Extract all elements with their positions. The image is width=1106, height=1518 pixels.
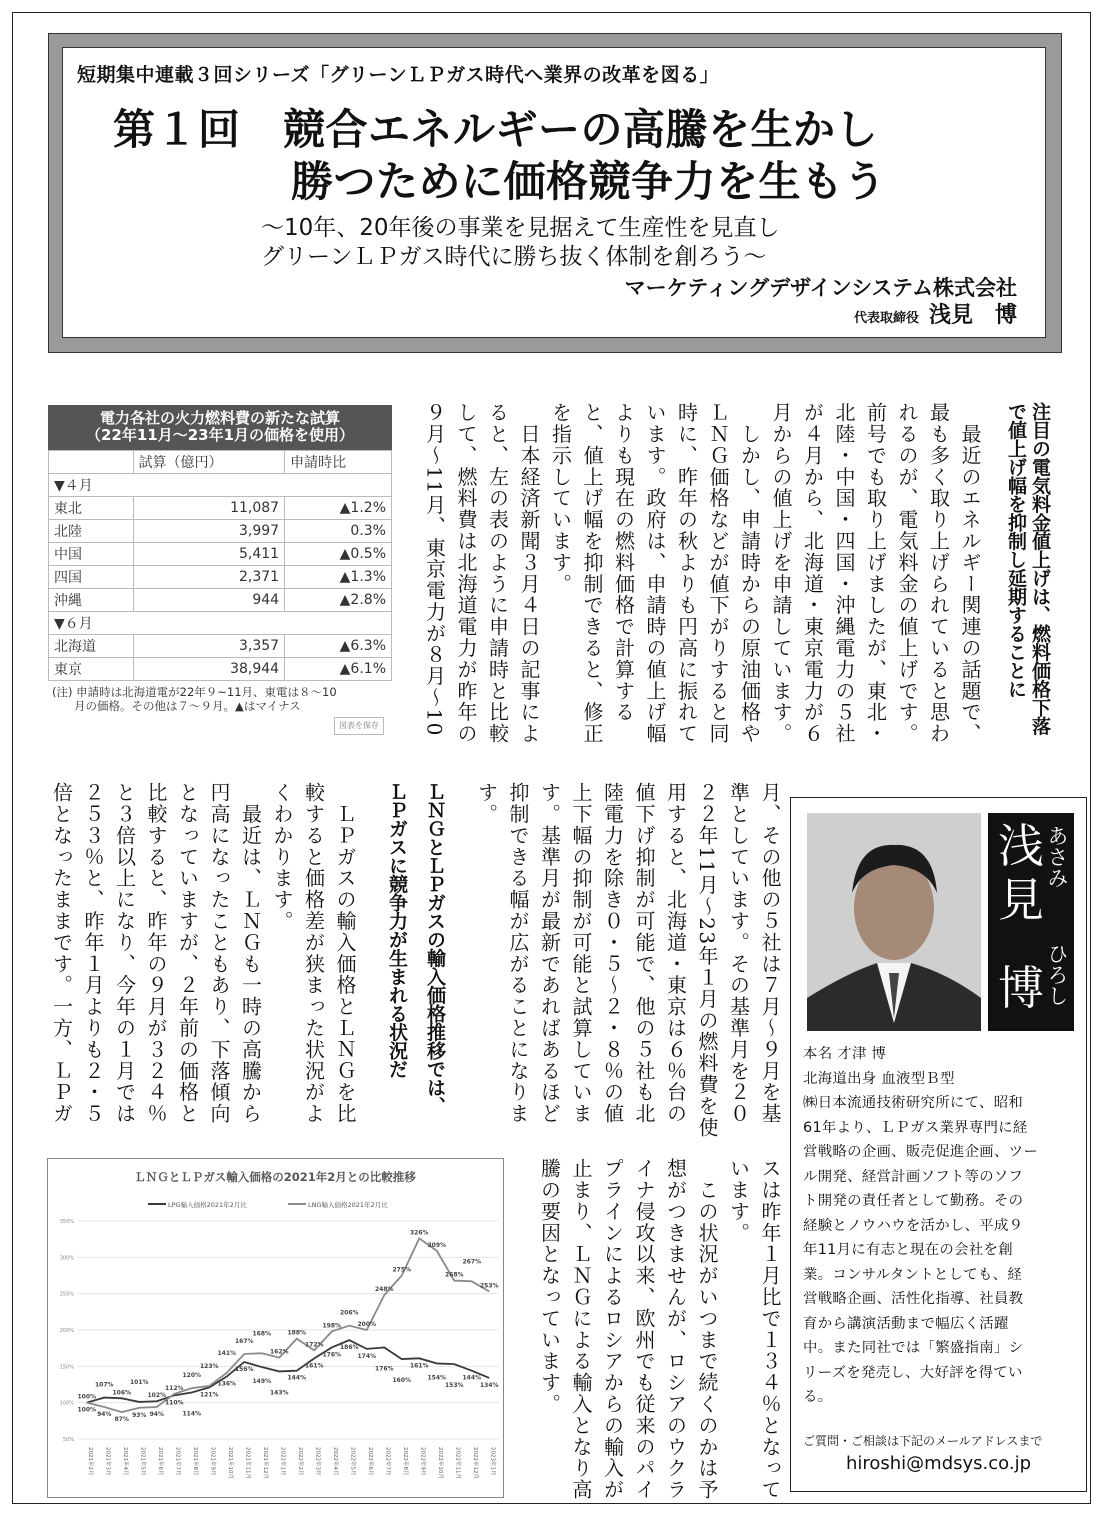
text-column: 北陸・中国・四国・沖縄電力の５社 — [832, 402, 856, 745]
text-column: で値上げ幅を抑制し延期することに — [1005, 402, 1027, 698]
y-tick-label: 300% — [59, 1255, 74, 1262]
bio-line: 経験とノウハウを活かし、平成９ — [803, 1217, 1024, 1234]
text-column: 時に、昨年の秋よりも円高に振れて — [674, 402, 699, 745]
group-row — [49, 474, 392, 497]
email-link[interactable]: hiroshi@mdsys.co.jp — [845, 1453, 1032, 1474]
data-label: 172% — [304, 1341, 324, 1349]
x-tick-label: 2022年3月 — [314, 1447, 321, 1476]
section1-headline — [1002, 402, 1052, 752]
bio-line: 北海道出身 血液型Ｂ型 — [803, 1070, 955, 1087]
text-column: 止まり、ＬＮＧによる輸入となり高 — [569, 1158, 593, 1501]
column-header — [49, 451, 134, 474]
text-column: す。 — [474, 782, 499, 825]
data-label: 326% — [409, 1229, 429, 1237]
table-cell: ▲2.8% — [285, 589, 392, 612]
bio-line: 育から講演活動まで幅広く活躍 — [803, 1315, 1009, 1332]
bio-line: 営戦略企画、活性化指導、社員教 — [803, 1291, 1024, 1307]
x-tick-label: 2021年4月 — [121, 1447, 128, 1476]
x-tick-label: 2022年12月 — [471, 1447, 478, 1479]
text-column: ２５３％と、昨年１月よりも２・５ — [81, 782, 105, 1125]
table-subtitle: （22年11月～23年1月の価格を使用） — [85, 426, 355, 444]
data-label: 200% — [357, 1321, 377, 1328]
bio-line: 本名 才津 博 — [803, 1046, 887, 1062]
y-tick-label: 150% — [59, 1364, 74, 1371]
x-tick-label: 2022年9月 — [419, 1447, 426, 1476]
data-label: 253% — [479, 1282, 499, 1290]
section2-body-continued — [533, 1158, 785, 1503]
x-tick-label: 2021年9月 — [209, 1447, 216, 1476]
group-label: ▼４月 — [49, 474, 392, 497]
table-cell: ▲1.3% — [285, 566, 392, 589]
bio-line: ト開発の責任者として勤務。その — [803, 1193, 1024, 1209]
subtitle-line-1: ～10年、20年後の事業を見据えて生産性を見直し — [261, 215, 780, 241]
text-column: 陸電力を除き０・５～２・８％の値 — [600, 782, 625, 1125]
fuel-cost-table — [48, 405, 392, 735]
bio-line: 年11月に有志と現在の会社を創 — [803, 1242, 1013, 1258]
x-tick-label: 2021年11月 — [244, 1447, 251, 1479]
chart-svg — [48, 1159, 502, 1496]
data-label: 101% — [129, 1378, 149, 1386]
table-body — [48, 450, 392, 681]
text-column: ９月～11月、東京電力が８月～10 — [422, 402, 447, 737]
x-tick-label: 2022年8月 — [401, 1447, 408, 1476]
header — [62, 47, 1046, 338]
portrait-image — [807, 813, 981, 1031]
author-name-box — [988, 813, 1074, 1031]
article-title — [113, 104, 886, 208]
table-cell: 東京 — [49, 658, 134, 681]
x-tick-label: 2021年12月 — [261, 1447, 268, 1479]
x-tick-label: 2021年10月 — [226, 1447, 233, 1479]
table-cell: 11,087 — [133, 497, 285, 520]
table-cell: 北海道 — [49, 635, 134, 658]
chart-title: ＬＮＧとＬＰガス輸入価格の2021年2月との比較推移 — [134, 1170, 416, 1184]
bio-line: 業。コンサルタントとしても、経 — [803, 1266, 1023, 1283]
x-tick-label: 2021年2月 — [86, 1447, 93, 1476]
x-tick-label: 2022年10月 — [436, 1447, 443, 1479]
table-row — [49, 658, 392, 681]
group-label: ▼６月 — [49, 612, 392, 635]
section2-body — [43, 782, 360, 1127]
data-label: 168% — [252, 1330, 272, 1338]
text-column: 較すると価格差が狭まった状況がよ — [301, 782, 326, 1125]
text-column: ２２年11月～23年１月の燃料費を使 — [695, 782, 719, 1139]
note-line-1: (注) 申請時は北海道電が22年９~11月、東電は８～10 — [52, 685, 337, 699]
x-tick-label: 2021年6月 — [156, 1447, 163, 1476]
data-label: 120% — [182, 1372, 202, 1380]
data-label: 167% — [234, 1337, 254, 1345]
data-label: 123% — [199, 1362, 219, 1370]
series-label: 短期集中連載３回シリーズ「グリーンＬＰガス時代へ業界の改革を図る」 — [77, 64, 720, 86]
text-column: 最も多く取り上げられていると思わ — [926, 402, 951, 745]
x-tick-label: 2021年7月 — [174, 1447, 181, 1476]
text-column: 日本経済新聞３月４日の記事によ — [517, 402, 541, 745]
bio-line: リーズを発売し、大好評を得てい — [803, 1364, 1023, 1381]
section1-body — [405, 402, 985, 747]
data-label: 110% — [164, 1399, 184, 1407]
data-label: 114% — [182, 1410, 202, 1418]
text-column: と３倍以上になり、今年の１月では — [112, 782, 137, 1125]
table-cell: 3,357 — [133, 635, 285, 658]
data-label: 121% — [199, 1391, 219, 1399]
data-label: 268% — [444, 1271, 464, 1279]
text-column: 準としています。その基準月を２０ — [726, 782, 751, 1125]
table-cell: ▲0.5% — [285, 543, 392, 566]
name-char: 見 — [998, 873, 1044, 927]
data-label: 136% — [217, 1380, 237, 1388]
x-tick-label: 2021年3月 — [104, 1447, 111, 1476]
author-photo — [807, 813, 981, 1031]
y-tick-label: 50% — [62, 1437, 74, 1443]
company-name: マーケティングデザインシステム株式会社 — [624, 276, 1017, 300]
table-row — [49, 543, 392, 566]
bio-line: 営戦略の企画、販売促進企画、ツー — [803, 1144, 1039, 1160]
text-column: となっていますが、２年前の価格と — [175, 782, 200, 1125]
name-ruby-family: あさみ — [1045, 825, 1069, 888]
table-cell: 中国 — [49, 543, 134, 566]
data-label: 198% — [322, 1322, 342, 1330]
table-cell: 北陸 — [49, 520, 134, 543]
text-column: 抑制できる幅が広がることになりま — [506, 782, 530, 1125]
table-cell: ▲6.1% — [285, 658, 392, 681]
x-tick-label: 2022年6月 — [366, 1447, 373, 1476]
title-line-2: 勝つために価格競争力を生もう — [291, 157, 887, 206]
bio-line: 中。また同社では「繁盛指南」シ — [803, 1340, 1024, 1356]
text-column: 最近は、ＬＮＧも一時の高騰から — [238, 782, 263, 1125]
bio-line: る。 — [803, 1389, 833, 1405]
bio-line: 61年より、ＬＰガス業界専門に経 — [803, 1119, 1028, 1136]
text-column: して、燃料費は北海道電力が昨年の — [454, 402, 478, 745]
text-column: スは昨年１月比で１３４％となって — [758, 1158, 782, 1501]
data-label: 149% — [252, 1378, 272, 1386]
x-tick-label: 2022年2月 — [296, 1447, 303, 1476]
author-name: 浅見 博 — [928, 303, 1017, 328]
title-line-1: 第１回 競合エネルギーの高騰を生かし — [113, 105, 879, 154]
table-caption — [48, 405, 392, 450]
table-row — [49, 497, 392, 520]
table-cell: 944 — [133, 589, 285, 612]
data-label: 87% — [114, 1416, 129, 1424]
data-label: 248% — [374, 1286, 394, 1294]
bio-line: ル開発、経営計画ソフト等のソフ — [803, 1168, 1024, 1185]
data-label: 156% — [234, 1365, 254, 1373]
data-label: 160% — [392, 1377, 412, 1385]
data-label: 161% — [304, 1362, 324, 1370]
author-role: 代表取締役 — [853, 311, 919, 326]
text-column: ると、左の表のように申請時と比較 — [485, 402, 510, 745]
contact-note: ご質問・ご相談は下記のメールアドレスまで — [803, 1434, 1043, 1448]
table-cell: 四国 — [49, 566, 134, 589]
table-cell: 2,371 — [133, 566, 285, 589]
table-cell: ▲1.2% — [285, 497, 392, 520]
text-column: す。基準月が最新であればあるほど — [537, 782, 562, 1125]
text-column: しかし、申請時からの原油価格や — [737, 402, 762, 745]
text-column: れるのが、電気料金の値上げです。 — [895, 402, 919, 745]
data-label: 174% — [357, 1352, 377, 1360]
name-char: 浅 — [998, 819, 1044, 873]
text-column: を指示しています。 — [548, 402, 573, 595]
text-column: が４月から、北海道・東京電力が６ — [800, 402, 825, 745]
name-char: 博 — [998, 961, 1044, 1015]
text-column: 月、その他の５社は７月～９月を基 — [758, 782, 782, 1125]
y-tick-label: 100% — [59, 1400, 74, 1407]
x-tick-label: 2021年5月 — [139, 1447, 146, 1476]
text-column: 値下げ抑制が可能で、他の５社も北 — [632, 782, 656, 1125]
text-column: ＬＮＧ価格などが値下がりすると同 — [706, 402, 730, 745]
data-label: 107% — [94, 1381, 114, 1389]
text-column: ＬＰガスの輸入価格とＬＮＧを比 — [333, 782, 357, 1125]
table-note — [48, 681, 392, 730]
series-line-lng — [87, 1238, 490, 1412]
text-column: います。政府は、申請時の値上げ幅 — [643, 402, 667, 745]
text-column: 想がつきませんが、ロシアのウクラ — [663, 1158, 688, 1501]
x-tick-label: 2022年5月 — [349, 1447, 356, 1476]
text-column: ＬＮＧとＬＰガスの輸入価格推移では、 — [424, 782, 446, 1115]
data-label: 143% — [269, 1389, 289, 1397]
table-cell: ▲6.3% — [285, 635, 392, 658]
data-label: 206% — [339, 1309, 359, 1317]
x-tick-label: 2021年8月 — [191, 1447, 198, 1476]
name-ruby-given: ひろし — [1045, 943, 1069, 1006]
table-cell: 東北 — [49, 497, 134, 520]
table-header-row — [49, 451, 392, 474]
table-title: 電力各社の火力燃料費の新たな試算 — [99, 409, 340, 427]
text-column: よりも現在の燃料価格で計算する — [611, 402, 636, 723]
text-column: 用すると、北海道・東京は６％台の — [663, 782, 688, 1125]
data-label: 162% — [269, 1348, 289, 1356]
x-tick-label: 2023年1月 — [489, 1447, 496, 1476]
bio-line: ㈱日本流通技術研究所にて、昭和 — [803, 1095, 1024, 1111]
data-label: 102% — [147, 1392, 167, 1400]
table-cell: 0.3% — [285, 520, 392, 543]
text-column: 比較すると、昨年の９月が３２４％ — [144, 782, 168, 1125]
data-label: 100% — [77, 1406, 97, 1414]
data-label: 134% — [479, 1381, 499, 1389]
note-line-2: 月の価格。その他は７～９月。▲はマイナス — [74, 699, 301, 713]
text-column: 最近のエネルギー関連の話題で、 — [958, 402, 982, 745]
data-label: 309% — [427, 1241, 447, 1249]
text-column: この状況がいつまで続くのかは予 — [695, 1158, 719, 1501]
profile-bio — [803, 1042, 1079, 1410]
data-label: 154% — [427, 1374, 447, 1382]
table-row — [49, 635, 392, 658]
table-row — [49, 520, 392, 543]
text-column: 前号でも取り上げましたが、東北・ — [863, 402, 888, 745]
group-row — [49, 612, 392, 635]
data-label: 267% — [462, 1258, 482, 1266]
text-column: と、値上げ幅を抑制できると、修正 — [580, 402, 604, 745]
text-column: 円高になったこともあり、下落傾向 — [207, 782, 231, 1125]
y-tick-label: 350% — [59, 1219, 74, 1225]
table-row — [49, 566, 392, 589]
legend-label: LNG輸入価格2021年2月比 — [308, 1201, 388, 1209]
data-label: 275% — [392, 1266, 412, 1274]
table-cell: 沖縄 — [49, 589, 134, 612]
data-label: 161% — [409, 1362, 429, 1370]
text-column: 騰の要因となっています。 — [537, 1158, 562, 1415]
price-comparison-chart — [47, 1158, 504, 1498]
data-label: 144% — [287, 1374, 307, 1382]
y-tick-label: 250% — [59, 1291, 74, 1298]
author-profile — [790, 797, 1087, 1492]
table-cell: 5,411 — [133, 543, 285, 566]
x-tick-label: 2022年4月 — [331, 1447, 338, 1476]
data-label: 153% — [444, 1382, 464, 1390]
y-tick-label: 200% — [59, 1328, 74, 1334]
data-label: 141% — [217, 1349, 237, 1357]
text-column: ＬＰガスに競争力が生まれる状況だ — [386, 782, 408, 1078]
column-header: 申請時比 — [285, 451, 392, 474]
data-label: 94% — [97, 1411, 112, 1419]
text-column: 上下幅の抑制が可能と試算していま — [569, 782, 593, 1125]
data-label: 176% — [374, 1365, 394, 1373]
text-column: くわかります。 — [270, 782, 294, 932]
x-tick-label: 2022年1月 — [279, 1447, 286, 1476]
data-label: 144% — [462, 1374, 482, 1382]
data-label: 100% — [77, 1393, 97, 1401]
subtitle-line-2: グリーンＬＰガス時代に勝ち抜く体制を創ろう～ — [261, 244, 767, 270]
text-column: 注目の電気料金値上げは、燃料価格下落 — [1029, 402, 1051, 735]
section2-headline — [378, 782, 454, 1127]
save-chart-button[interactable]: 図表を保存 — [334, 717, 384, 735]
text-column: 倍となったままです。一方、ＬＰガ — [49, 782, 74, 1125]
section1-body-continued — [470, 782, 785, 1139]
data-label: 106% — [112, 1389, 132, 1397]
legend-label: LPG輸入価格2021年2月比 — [168, 1201, 247, 1209]
x-tick-label: 2022年7月 — [384, 1447, 391, 1476]
data-label: 176% — [322, 1351, 342, 1359]
text-column: います。 — [726, 1158, 751, 1244]
text-column: イナ侵攻以来、欧州でも従来のパイ — [632, 1158, 656, 1501]
table-row — [49, 589, 392, 612]
subtitle — [261, 214, 780, 272]
data-label: 112% — [164, 1384, 184, 1392]
data-label: 94% — [149, 1411, 164, 1419]
author-line — [854, 303, 1017, 332]
table-cell: 38,944 — [133, 658, 285, 681]
data-label: 186% — [339, 1344, 359, 1352]
data-label: 93% — [132, 1411, 147, 1419]
column-header: 試算（億円） — [133, 451, 285, 474]
text-column: 月からの値上げを申請しています。 — [769, 402, 793, 745]
data-label: 188% — [287, 1329, 307, 1337]
x-tick-label: 2022年11月 — [454, 1447, 461, 1479]
text-column: プラインによるロシアからの輸入が — [600, 1158, 625, 1501]
table-cell: 3,997 — [133, 520, 285, 543]
